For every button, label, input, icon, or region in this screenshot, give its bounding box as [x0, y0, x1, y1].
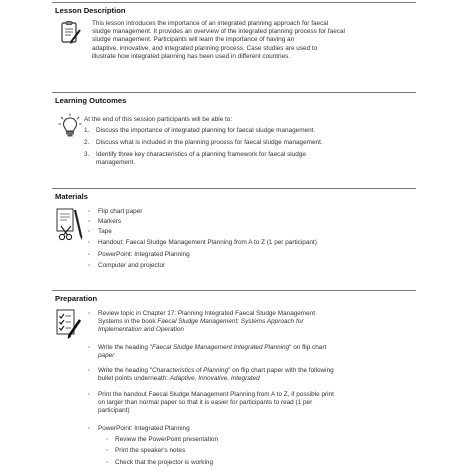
preparation-item-text: Review topic in Chapter 17: Planning Integrated Faecal Sludge Management	[98, 310, 316, 317]
preparation-item-text: Write the heading "	[98, 344, 153, 351]
materials-item-label: Handout: Faecal Sludge Management Planning from A to Z (1 per participant)	[98, 239, 317, 246]
preparation-heading: Preparation	[55, 294, 98, 303]
lesson-description-line: adaptive, innovative, and integrated planning process. Case studies are used to	[92, 44, 318, 52]
clipboard-pen-icon	[57, 20, 83, 46]
outcome-text: Discuss the importance of integrated planning for faecal sludge management.	[96, 127, 316, 134]
section-divider	[52, 188, 416, 189]
book-title: Implementation and Operation	[98, 326, 184, 334]
preparation-item: ◦ Print the handout Faecal Sludge Management Planning from A to Z, if possible print on larger than normal paper so that it is easier for participants to read (1 per participant)	[88, 391, 418, 416]
materials-item-label: Flip chart paper	[98, 208, 143, 215]
materials-item-label: PowerPoint: Integrated Planning	[98, 251, 190, 258]
materials-heading: Materials	[55, 192, 88, 201]
lightbulb-icon	[58, 113, 82, 139]
preparation-subitem-text: Check that the projector is working	[115, 458, 214, 466]
lesson-description-line: This lesson introduces the importance of an integrated planning approach for faecal	[92, 20, 329, 27]
learning-outcomes-intro: At the end of this session participants will be able to:	[84, 116, 233, 123]
materials-item-label: Markers	[98, 218, 122, 225]
section-divider	[52, 290, 416, 291]
materials-item: ◦ Tape	[88, 228, 112, 235]
preparation-item-text: " on flip chart paper with the following	[228, 367, 334, 374]
lesson-description-line: sludge management. It provides an overview of the integrated planning process for faecal	[92, 28, 345, 36]
materials-item: ◦ Handout: Faecal Sludge Management Planning from A to Z (1 per participant)	[88, 239, 317, 246]
outcome-text-continued: management.	[96, 159, 136, 167]
bullet-points-text: Adaptive, Innovative, Integrated	[169, 375, 260, 383]
lesson-description-heading: Lesson Description	[55, 6, 126, 15]
materials-item: ◦ Markers	[88, 218, 122, 225]
preparation-item: ◦ Review topic in Chapter 17: Planning Integrated Faecal Sludge Management Systems in the book Faecal Sludge Management: Systems Approach for Implementation and Operation	[88, 310, 316, 334]
materials-item-label: Tape	[98, 228, 112, 235]
preparation-item: ◦ Write the heading "Faecal Sludge Management Integrated Planning" on flip chart paper	[88, 344, 327, 360]
checklist-pen-icon	[55, 308, 83, 340]
scissors-pencil-icon	[55, 206, 85, 242]
outcome-number: 3.	[84, 151, 90, 158]
outcome-text: Identify three key characteristics of a planning framework for faecal sludge	[96, 151, 306, 158]
preparation-item-text: Write the heading "	[98, 367, 153, 374]
materials-item-label: Computer and projector	[98, 262, 166, 269]
lesson-description-line: illustrate how integrated planning has been used in different countries.	[92, 52, 291, 60]
lesson-description-line: sludge management. Participants will learn the importance of having an	[92, 36, 295, 44]
preparation-item-text: " on flip chart	[289, 344, 327, 351]
materials-item: ◦ Flip chart paper	[88, 208, 143, 215]
heading-text: Faecal Sludge Management Integrated Planning	[152, 344, 290, 351]
preparation-subitem-text: Print the speaker's notes	[115, 447, 186, 455]
heading-text: Characteristics of Planning	[152, 367, 229, 374]
preparation-item: ◦ PowerPoint: Integrated Planning ◦ Review the PowerPoint presentation ◦ Print the speaker's notes ◦ Check that the projector is working	[88, 425, 219, 466]
preparation-item-text: Systems in the book	[98, 318, 158, 326]
preparation-item-text: Print the handout Faecal Sludge Management Planning from A to Z, if possible print	[98, 391, 334, 398]
preparation-item-text: PowerPoint: Integrated Planning	[98, 425, 190, 432]
materials-item: ◦ PowerPoint: Integrated Planning	[88, 251, 190, 258]
outcome-text: Discuss what is included in the planning process for faecal sludge management.	[96, 139, 323, 146]
outcome-number: 2.	[84, 139, 90, 146]
learning-outcomes-heading: Learning Outcomes	[55, 96, 127, 105]
lesson-description-text	[92, 20, 422, 61]
top-divider	[52, 2, 416, 3]
book-title: Faecal Sludge Management: Systems Approach for	[157, 318, 304, 326]
preparation-item-text: on larger than normal paper so that it is easier for participants to read (1 per	[98, 399, 313, 407]
outcome-item	[84, 127, 424, 135]
preparation-item: ◦ Write the heading "Characteristics of Planning" on flip chart paper with the following bullet points underneath: Adaptive, Innovative, Integrated	[88, 367, 334, 383]
section-divider	[52, 92, 416, 93]
preparation-item-text: paper	[98, 352, 115, 360]
materials-item: ◦ Computer and projector	[88, 262, 166, 269]
outcome-item	[84, 139, 424, 147]
outcome-item	[84, 151, 424, 167]
preparation-subitem-text: Review the PowerPoint presentation	[115, 436, 219, 444]
preparation-item-text: bullet points underneath:	[98, 375, 170, 383]
outcome-number: 1.	[84, 127, 90, 134]
preparation-item-text: participant)	[98, 407, 130, 415]
